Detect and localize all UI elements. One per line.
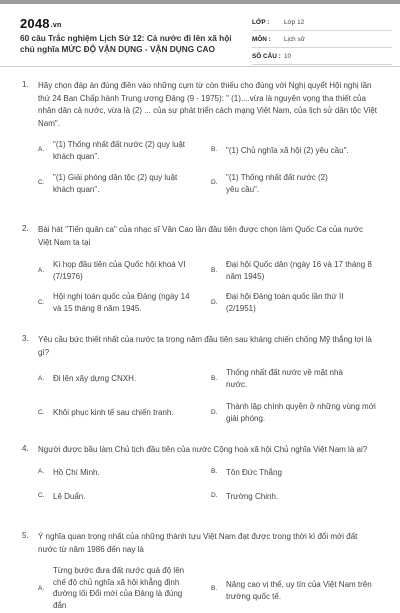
option-letter: A. (38, 467, 45, 475)
question-text: Ý nghĩa quan trọng nhất của những thành tựu Việt Nam đạt được trong thời kì đổi mới đất nước từ năm 1986 đến nay là (38, 532, 358, 554)
option-letter: C. (38, 491, 45, 499)
question-number: 4. (22, 444, 29, 453)
meta-value: 10 (284, 53, 292, 60)
option-text: "(1) Thống nhất đất nước (2) yêu cầu". (226, 173, 328, 194)
option-letter: B. (211, 467, 218, 475)
option-text: Thành lập chính quyền ở những vùng mới giải phóng. (226, 402, 376, 423)
option-list (38, 565, 378, 613)
option-letter: D. (211, 179, 218, 186)
option-letter: B. (211, 267, 218, 274)
option-text: Kì họp đầu tiên của Quốc hội khoá VI (7/1976) (53, 260, 186, 281)
option-letter: C. (38, 179, 45, 186)
option-text: Tôn Đức Thắng (226, 467, 282, 477)
option-letter: A. (38, 585, 45, 592)
question-5 (0, 531, 400, 611)
option-letter: D. (211, 299, 218, 306)
option-list (38, 467, 378, 507)
option-text: Lê Duẩn. (53, 491, 86, 501)
header-divider (0, 66, 400, 67)
meta-label: LỚP : (252, 19, 270, 26)
option-list (38, 259, 378, 321)
option-text: Đại hội Quốc dân (ngày 16 và 17 tháng 8 năm 1945) (226, 260, 372, 281)
option-letter: C. (38, 299, 45, 306)
site-logo[interactable]: 2048.vn (20, 16, 62, 31)
meta-value: Lớp 12 (284, 19, 305, 26)
option-letter: D. (211, 491, 218, 499)
option-text: Thống nhất đất nước về mặt nhà nước. (226, 368, 343, 389)
option-letter: B. (211, 375, 218, 382)
question-1 (0, 80, 400, 224)
option-letter: D. (211, 409, 218, 416)
option-text: Hội nghị toàn quốc của Đảng (ngày 14 và 15 tháng 8 năm 1945. (53, 292, 190, 313)
option-text: Khôi phục kinh tế sau chiến tranh. (53, 408, 174, 417)
option-letter: A. (38, 267, 45, 274)
meta-row-class (252, 14, 392, 31)
question-number: 3. (22, 334, 29, 343)
meta-row-subject (252, 31, 392, 48)
question-list (0, 80, 400, 611)
question-text: Bài hát "Tiến quân ca" của nhạc sĩ Văn Cao lần đầu tiên được chọn làm Quốc Ca của nước Việt Nam ta tại (38, 225, 363, 247)
question-number: 2. (22, 224, 29, 233)
meta-row-count (252, 48, 392, 65)
page-title: 60 câu Trắc nghiệm Lịch Sử 12: Cả nước đi lên xã hội chủ nghĩa MỨC ĐỘ VẬN DỤNG - VẬN DỤNG CAO (20, 33, 232, 54)
option-text: "(1) Thống nhất đất nước (2) quy luật khách quan". (53, 140, 186, 161)
meta-info (252, 14, 392, 65)
question-number: 1. (22, 80, 29, 89)
question-number: 5. (22, 531, 29, 540)
option-text: Nâng cao vị thế, uy tín của Việt Nam trên trường quốc tế. (226, 580, 372, 601)
option-letter: C. (38, 409, 45, 416)
meta-value: Lịch sử (284, 36, 305, 43)
page-header (0, 4, 400, 66)
question-text: Yêu cầu bức thiết nhất của nước ta trong năm đầu tiên sau kháng chiến chống Mỹ thắng lợi là gì? (38, 335, 372, 357)
question-3 (0, 334, 400, 444)
question-text: Người được bầu làm Chủ tịch đầu tiên của nước Cộng hoà xã hội Chủ nghĩa Việt Nam là ai? (38, 445, 368, 454)
option-text: Đi lên xây dựng CNXH. (53, 374, 137, 383)
option-text: Đại hội Đảng toàn quốc lần thứ II (2/1951) (226, 292, 344, 313)
option-list (38, 139, 378, 199)
option-text: "(1) Chủ nghĩa xã hội (2) yêu cầu". (226, 146, 349, 155)
meta-label: MÔN : (252, 36, 271, 43)
option-list (38, 367, 378, 429)
meta-label: SỐ CÂU : (252, 53, 281, 60)
question-2 (0, 224, 400, 334)
option-letter: A. (38, 375, 45, 382)
option-letter: B. (211, 585, 218, 592)
question-text: Hãy chọn đáp án đúng điền vào những cụm từ còn thiếu cho đúng với Nghị quyết Hội nghị lần thứ 24 Ban Chấp hành Trung ương Đảng (9 - 1975): " (1)....vừa là nguyện vọng tha thiết của nhân dân cả nước, vừa là (2) ... của sự phát triển cách mạng Việt Nam, của lịch sử dân tộc Việt Nam". (38, 81, 377, 128)
option-letter: B. (211, 146, 218, 153)
option-text: Hồ Chí Minh. (53, 467, 100, 477)
option-text: Từng bước đưa đất nước quá độ lên chế độ chủ nghĩa xã hội khẳng định đường lối Đổi mới của Đảng là đúng đắn (53, 566, 185, 610)
option-letter: A. (38, 146, 45, 153)
option-text: "(1) Giải phóng dân tộc (2) quy luật khách quan". (53, 173, 178, 194)
question-4 (0, 444, 400, 531)
option-text: Trường Chinh. (226, 491, 279, 501)
